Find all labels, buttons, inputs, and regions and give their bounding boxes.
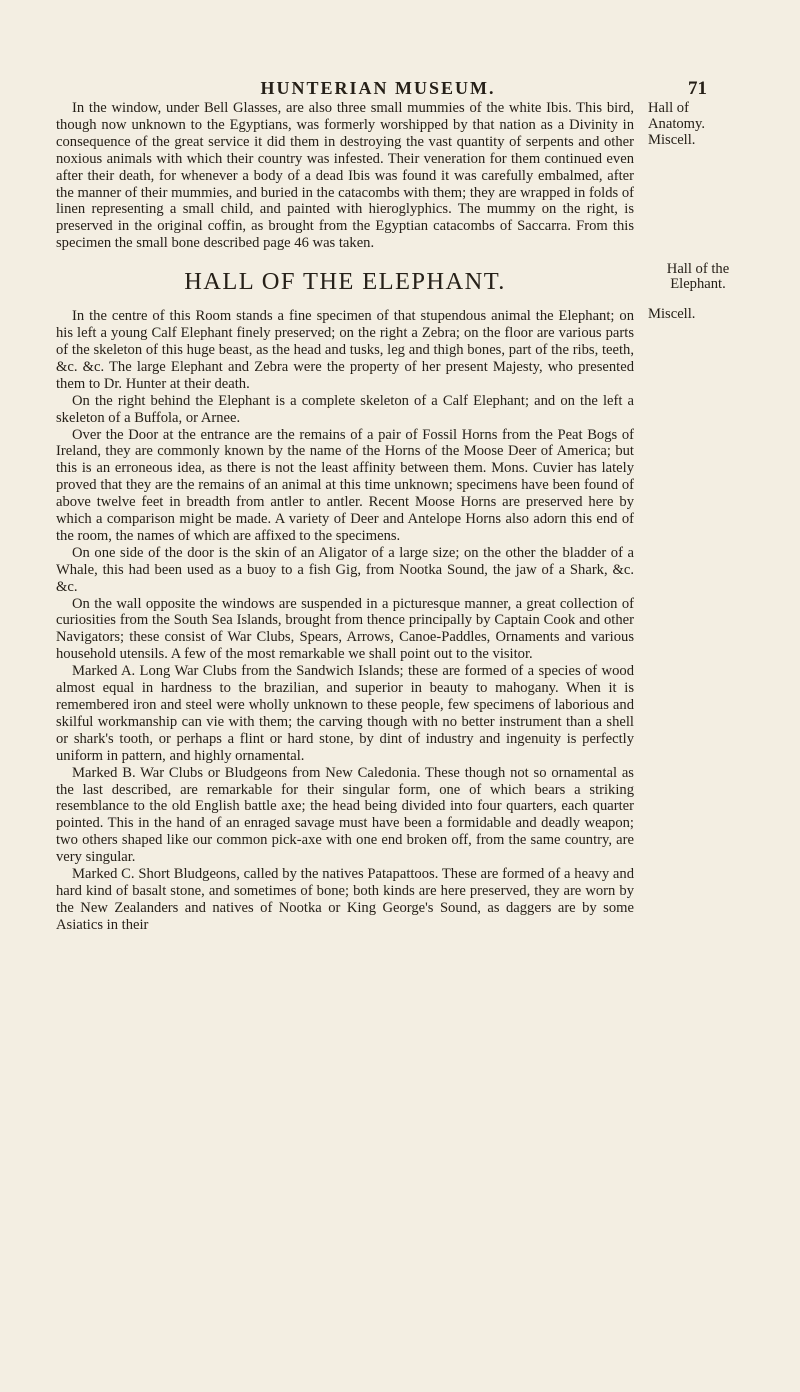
- section-heading: HALL OF THE ELEPHANT.: [184, 268, 506, 296]
- paragraph: In the window, under Bell Glasses, are also three small mummies of the white Ibis. This bird, though now unknown to the Egyptians, was formerly worshipped by that nation as a Divinity in consequence of the great service it did them in destroying the vast quantity of serpents and other noxious animals with which their country was infested. Their veneration for them continued even after their death, for whenever a body of a dead Ibis was found it was carefully embalmed, after the manner of their mummies, and buried in the catacombs with them; they are wrapped in folds of linen representing a small child, and painted with hieroglyphics. The mummy on the right, is preserved in the original coffin, as brought from the Egyptian catacombs of Saccarra. From this specimen the small bone described page 46 was taken.: [56, 100, 634, 252]
- margin-note-line: Miscell.: [648, 132, 696, 148]
- paragraph: Marked C. Short Bludgeons, called by the natives Patapattoos. These are formed of a heavy and hard kind of basalt stone, and sometimes of bone; both kinds are here preserved, they are worn by the New Zealanders and natives of Nootka or King George's Sound, as daggers are by some Asiatics in their: [56, 866, 634, 933]
- paragraph: On one side of the door is the skin of an Aligator of a large size; on the other the bladder of a Whale, this had been used as a buoy to a fish Gig, from Nootka Sound, the jaw of a Shark, &c. &c.: [56, 544, 634, 595]
- margin-note-miscell: [648, 306, 748, 322]
- paragraph: On the wall opposite the windows are suspended in a picturesque manner, a great collection of curiosities from the South Sea Islands, brought from thence principally by Captain Cook and other Navigators; these consist of War Clubs, Spears, Arrows, Canoe-Paddles, Ornaments and various household utensils. A few of the most remarkable we shall point out to the visitor.: [56, 595, 634, 663]
- margin-note-line: Elephant.: [670, 276, 726, 292]
- margin-note-line: Hall of the: [666, 261, 730, 277]
- paragraph: Marked B. War Clubs or Bludgeons from New Caledonia. These though not so ornamental as the last described, are remarkable for their singular form, one of which bears a striking resemblance to the old English battle axe; the head being divided into four quarters, each quarter pointed. This in the hand of an enraged savage must have been a formidable and deadly weapon; two others shaped like our common pick-axe with one end broken off, from the same country, are very singular.: [56, 764, 634, 866]
- margin-note-hall-of-elephant: [648, 262, 748, 292]
- margin-note-line: Miscell.: [648, 306, 696, 322]
- margin-note-line: Hall of: [648, 100, 689, 116]
- margin-note-line: Anatomy.: [648, 116, 706, 132]
- margin-note-hall-of-anatomy: [648, 100, 748, 148]
- paragraph: Over the Door at the entrance are the remains of a pair of Fossil Horns from the Peat Bogs of Ireland, they are commonly known by the name of the Horns of the Moose Deer of America; but this is an erroneous idea, as there is not the least affinity between them. Mons. Cuvier has lately proved that they are the remains of an animal at this time unknown; specimens have been found of above twelve feet in breadth from antler to antler. Recent Moose Horns are preserved here by which a comparison might be made. A variety of Deer and Antelope Horns also adorn this end of the room, the names of which are affixed to the specimens.: [56, 426, 634, 544]
- main-text-top: [56, 100, 634, 934]
- paragraph: On the right behind the Elephant is a complete skeleton of a Calf Elephant; and on the left a skeleton of a Buffola, or Arnee.: [56, 392, 634, 426]
- paragraph: Marked A. Long War Clubs from the Sandwich Islands; these are formed of a species of wood almost equal in hardness to the brazilian, and superior in beauty to mahogany. When it is remembered iron and steel were wholly unknown to these people, few specimens of laborious and skilful workmanship can vie with them; the carving though with no better instrument than a shell or shark's tooth, or perhaps a flint or hard stone, by dint of industry and ingenuity is perfectly uniform in pattern, and highly ornamental.: [56, 663, 634, 764]
- running-title: HUNTERIAN MUSEUM.: [260, 78, 496, 98]
- page-number: 71: [688, 78, 707, 99]
- paragraph: In the centre of this Room stands a fine specimen of that stupendous animal the Elephant; on his left a young Calf Elephant finely preserved; on the right a Zebra; on the floor are various parts of the skeleton of this huge beast, as the head and tusks, leg and thigh bones, part of the ribs, teeth, &c. &c. The large Elephant and Zebra were the property of her present Majesty, who presented them to Dr. Hunter at their death.: [56, 308, 634, 392]
